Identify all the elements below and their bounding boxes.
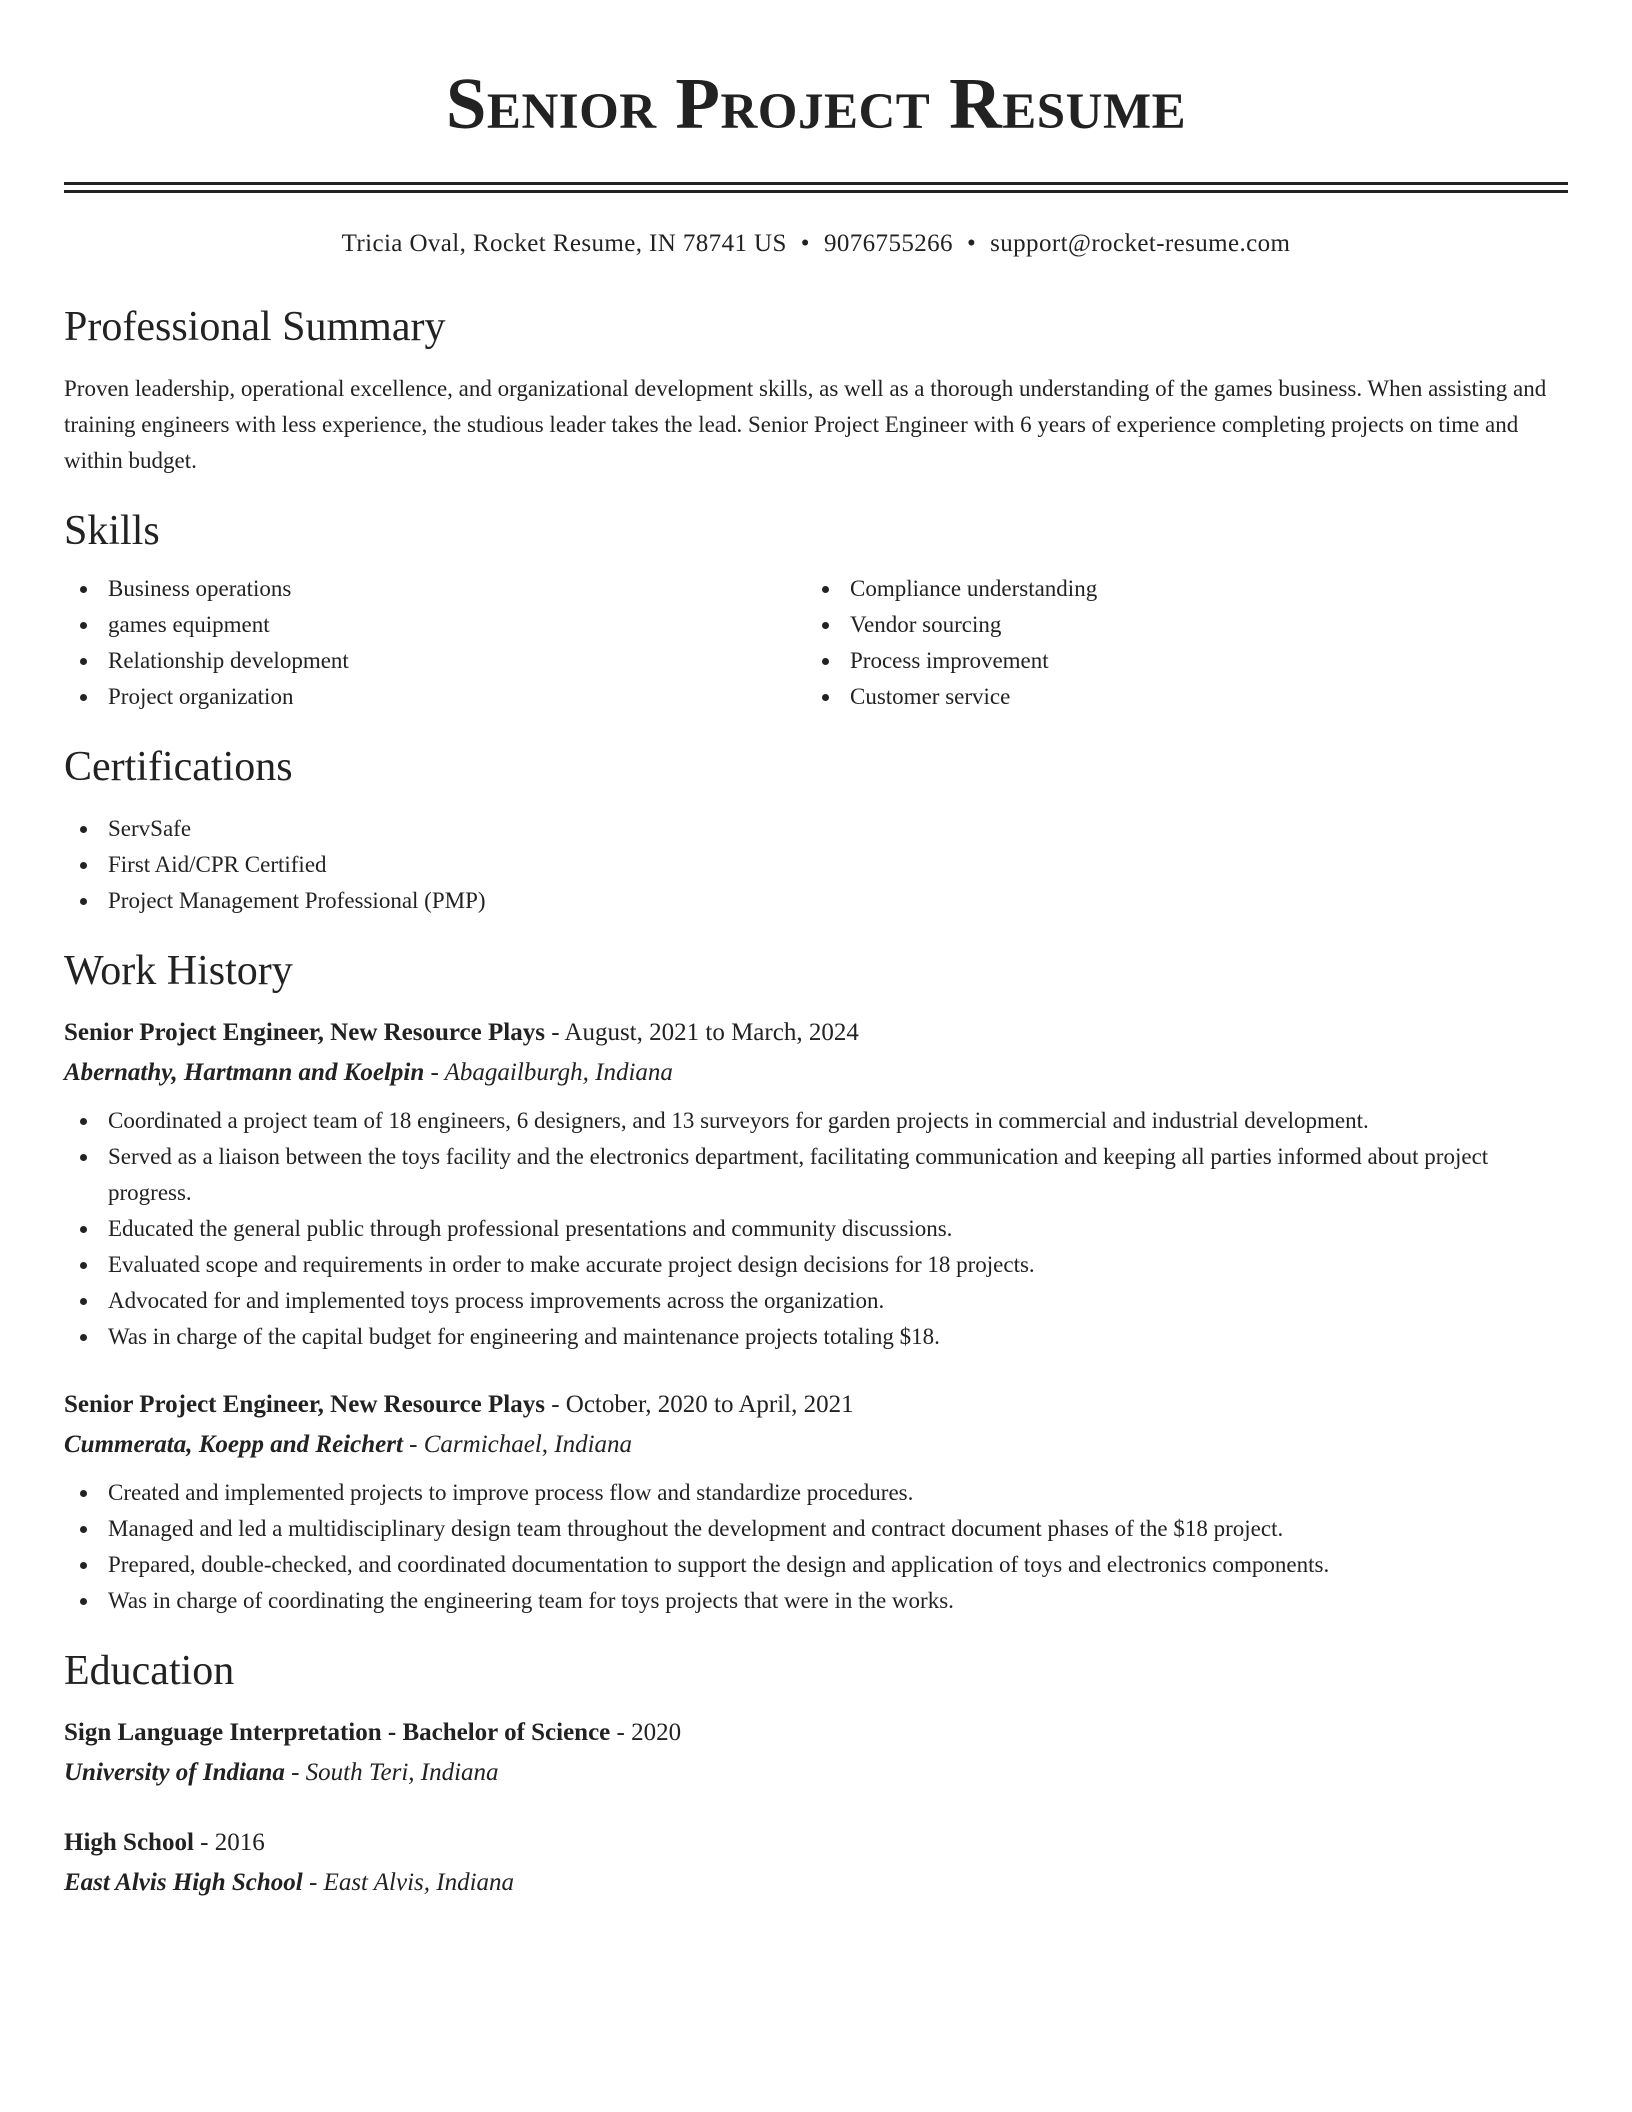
skill-item: Vendor sourcing (806, 607, 1548, 643)
job-company: Abernathy, Hartmann and Koelpin (64, 1059, 425, 1086)
job-entry (64, 1013, 1568, 1355)
job-company: Cummerata, Koepp and Reichert (64, 1431, 403, 1458)
certifications-heading: Certifications (64, 744, 293, 790)
skills-left-column (64, 571, 806, 715)
job-bullet: Advocated for and implemented toys process improvements across the organization. (64, 1283, 1568, 1319)
education-header (64, 1713, 1568, 1753)
summary-section (64, 301, 1568, 479)
education-section (64, 1645, 1568, 1903)
contact-phone: 9076755266 (823, 230, 953, 257)
work-history-heading: Work History (64, 948, 293, 994)
education-location: - East Alvis, Indiana (302, 1869, 515, 1896)
job-dates: - October, 2020 to April, 2021 (544, 1391, 854, 1418)
job-bullets (64, 1103, 1568, 1355)
certification-item: Project Management Professional (PMP) (64, 883, 1568, 919)
skill-item: Compliance understanding (806, 571, 1548, 607)
job-header (64, 1013, 1568, 1053)
skill-item: games equipment (64, 607, 806, 643)
education-school: East Alvis High School (64, 1869, 303, 1896)
education-school-line (64, 1753, 1568, 1793)
education-heading: Education (64, 1648, 235, 1694)
certification-item: ServSafe (64, 811, 1568, 847)
education-school-line (64, 1863, 1568, 1903)
skill-item: Business operations (64, 571, 806, 607)
contact-separator: • (966, 230, 977, 257)
contact-email[interactable]: support@rocket-resume.com (990, 230, 1291, 257)
job-header (64, 1385, 1568, 1425)
education-header (64, 1823, 1568, 1863)
work-history-section (64, 945, 1568, 1619)
education-degree: High School (64, 1829, 194, 1856)
education-degree: Sign Language Interpretation - Bachelor of Science (64, 1719, 611, 1746)
resume-title: Senior Project Resume (445, 63, 1187, 144)
job-bullet: Served as a liaison between the toys facility and the electronics department, facilitating communication and keeping all parties informed about project progress. (64, 1139, 1568, 1211)
skill-item: Process improvement (806, 643, 1548, 679)
job-location: - Carmichael, Indiana (402, 1431, 633, 1458)
job-bullet: Prepared, double-checked, and coordinated documentation to support the design and application of toys and electronics components. (64, 1547, 1568, 1583)
job-bullet: Was in charge of the capital budget for engineering and maintenance projects totaling $18. (64, 1319, 1568, 1355)
job-title: Senior Project Engineer, New Resource Plays (64, 1019, 545, 1046)
job-location: - Abagailburgh, Indiana (424, 1059, 673, 1086)
education-location: - South Teri, Indiana (284, 1759, 499, 1786)
job-bullet: Coordinated a project team of 18 engineers, 6 designers, and 13 surveyors for garden projects in commercial and industrial development. (64, 1103, 1568, 1139)
job-entry (64, 1385, 1568, 1619)
skills-section (64, 505, 1568, 715)
contact-address: Tricia Oval, Rocket Resume, IN 78741 US (341, 230, 787, 257)
job-bullet: Was in charge of coordinating the engineering team for toys projects that were in the works. (64, 1583, 1568, 1619)
summary-text: Proven leadership, operational excellence, and organizational development skills, as well as a thorough understanding of the games business. When assisting and training engineers with less experience, the studious leader takes the lead. Senior Project Engineer with 6 years of experience completing projects on time and within budget. (64, 376, 1547, 473)
certifications-list (64, 811, 1568, 919)
skill-item: Project organization (64, 679, 806, 715)
job-bullet: Created and implemented projects to improve process flow and standardize procedures. (64, 1475, 1568, 1511)
education-entry (64, 1823, 1568, 1903)
certifications-section (64, 741, 1568, 919)
job-bullets (64, 1475, 1568, 1619)
education-entry (64, 1713, 1568, 1793)
title-divider (64, 182, 1568, 193)
summary-heading: Professional Summary (64, 304, 446, 350)
education-year: - 2016 (193, 1829, 265, 1856)
job-bullet: Evaluated scope and requirements in order to make accurate project design decisions for 18 projects. (64, 1247, 1568, 1283)
job-bullet: Educated the general public through professional presentations and community discussions. (64, 1211, 1568, 1247)
job-employer (64, 1425, 1568, 1465)
job-employer (64, 1053, 1568, 1093)
job-title: Senior Project Engineer, New Resource Plays (64, 1391, 545, 1418)
contact-line (64, 227, 1568, 261)
skills-heading: Skills (64, 508, 160, 554)
job-dates: - August, 2021 to March, 2024 (544, 1019, 859, 1046)
education-school: University of Indiana (64, 1759, 285, 1786)
skills-grid (64, 571, 1568, 715)
job-bullet: Managed and led a multidisciplinary design team throughout the development and contract document phases of the $18 project. (64, 1511, 1568, 1547)
certification-item: First Aid/CPR Certified (64, 847, 1568, 883)
contact-separator: • (800, 230, 810, 257)
skill-item: Relationship development (64, 643, 806, 679)
skills-right-column (806, 571, 1548, 715)
education-year: - 2020 (610, 1719, 682, 1746)
skill-item: Customer service (806, 679, 1548, 715)
